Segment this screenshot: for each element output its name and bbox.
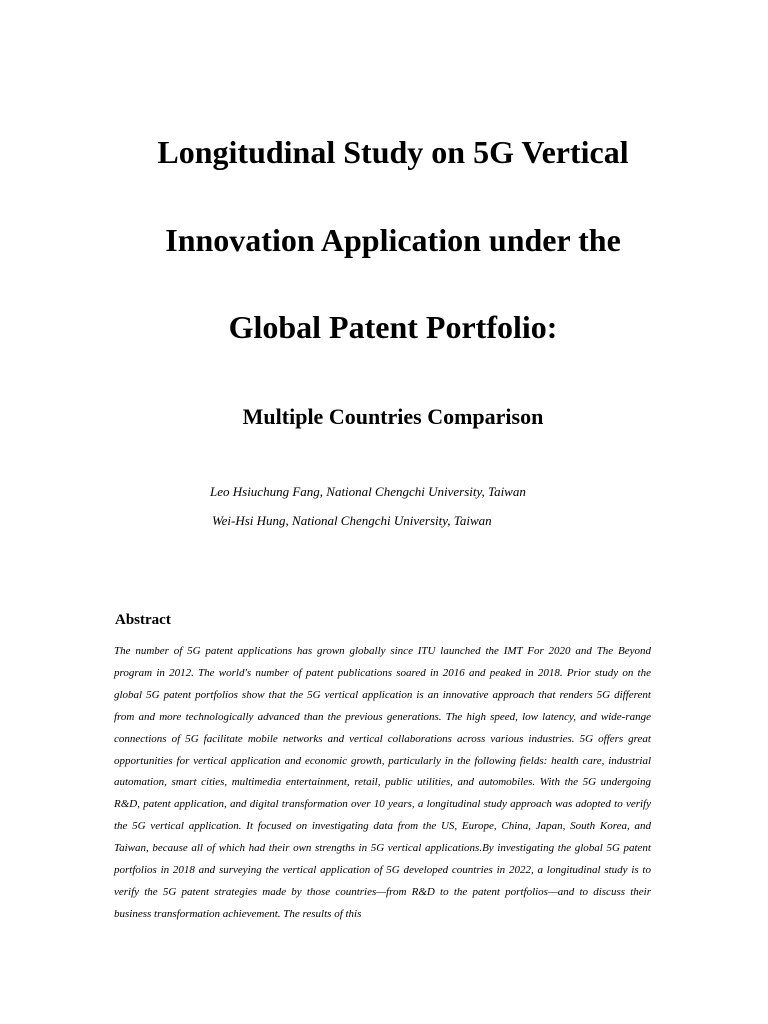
abstract-body: The number of 5G patent applications has grown globally since ITU launched the IMT For 2020 and The Beyond program in 2012. The world's number of patent publications soared in 2016 and peaked in 2018. Prior study on the global 5G patent portfolios show that the 5G vertical application is an innovative approach that renders 5G different from and more technologically advanced than the previous generations. The high speed, low latency, and wide-range connections of 5G facilitate mobile networks and vertical collaborations across various industries. 5G offers great opportunities for vertical application and economic growth, particularly in the following fields: health care, industrial automation, smart cities, multimedia entertainment, retail, public utilities, and automobiles. With the 5G undergoing R&D, patent application, and digital transformation over 10 years, a longitudinal study approach was adopted to verify the 5G vertical application. It focused on investigating data from the US, Europe, China, Japan, South Korea, and Taiwan, because all of which had their own strengths in 5G vertical applications.By investigating the global 5G patent portfolios in 2018 and surveying the vertical application of 5G developed countries in 2022, a longitudinal study is to verify the 5G patent strategies made by those countries—from R&D to the patent portfolios—and to discuss their business transformation achievement. The results of this bbox=[114, 645, 651, 920]
abstract-heading: Abstract bbox=[115, 612, 171, 628]
author-2: Wei-Hsi Hung, National Chengchi University, Taiwan bbox=[212, 513, 492, 528]
title-line-2: Innovation Application under the bbox=[165, 222, 621, 258]
author-1: Leo Hsiuchung Fang, National Chengchi University, Taiwan bbox=[210, 484, 526, 499]
subtitle: Multiple Countries Comparison bbox=[242, 404, 544, 429]
title-line-1: Longitudinal Study on 5G Vertical bbox=[157, 134, 629, 170]
title-line-3: Global Patent Portfolio: bbox=[228, 309, 558, 345]
